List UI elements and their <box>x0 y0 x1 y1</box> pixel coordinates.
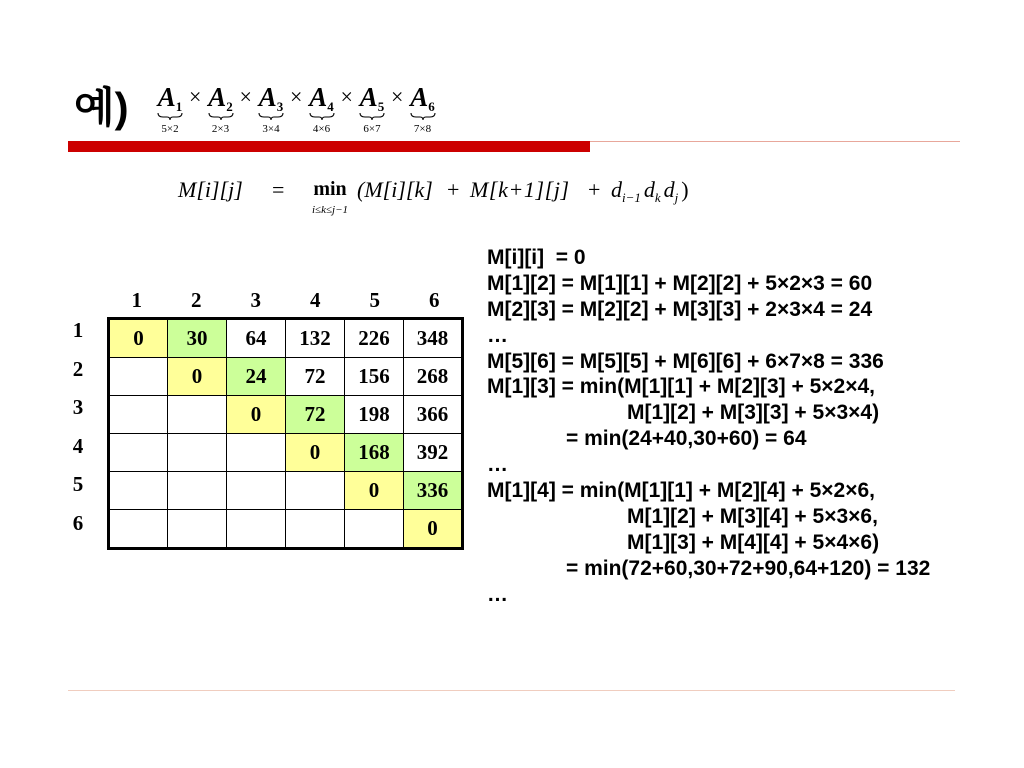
matrix-index: 5 <box>377 99 385 114</box>
table-cell <box>286 472 345 510</box>
row-header: 4 <box>72 433 84 458</box>
cost-table <box>107 317 464 550</box>
column-header: 6 <box>429 288 440 312</box>
matrix-name: A <box>258 82 277 112</box>
note-line: = min(72+60,30+72+90,64+120) = 132 <box>566 556 931 580</box>
matrix-dimensions: 2×3 <box>211 123 230 135</box>
table-row <box>109 319 463 358</box>
table-cell: 268 <box>404 358 463 396</box>
matrix-symbol <box>410 82 435 112</box>
matrix-index: 4 <box>327 99 334 114</box>
table-cell: 226 <box>345 319 404 358</box>
table-cell <box>109 510 168 549</box>
note-line: M[1][2] + M[3][4] + 5×3×6, <box>627 504 878 528</box>
table-cell: 156 <box>345 358 404 396</box>
diagonal-cell: 0 <box>227 396 286 434</box>
matrix-term <box>255 82 287 135</box>
matrix-symbol <box>309 82 334 112</box>
matrix-symbol <box>360 82 385 112</box>
table-cell <box>109 434 168 472</box>
matrix-name: A <box>208 82 227 112</box>
table-cell <box>227 472 286 510</box>
table-cell <box>168 396 227 434</box>
worked-notes <box>487 245 930 607</box>
matrix-name: A <box>410 82 429 112</box>
matrix-symbol <box>259 82 284 112</box>
title-accent-bar <box>68 141 590 152</box>
diagonal-cell: 0 <box>168 358 227 396</box>
note-line: M[1][2] = M[1][1] + M[2][2] + 5×2×3 = 60 <box>487 271 873 295</box>
diagonal-cell: 0 <box>109 319 168 358</box>
table-row <box>109 358 463 396</box>
diagonal-cell: 0 <box>404 510 463 549</box>
table-cell <box>168 472 227 510</box>
column-header: 1 <box>131 288 142 312</box>
column-header: 3 <box>250 288 261 312</box>
row-header: 6 <box>72 510 84 535</box>
table-cell: 348 <box>404 319 463 358</box>
adjacent-cell: 24 <box>227 358 286 396</box>
table-row-headers <box>66 318 90 550</box>
adjacent-cell: 72 <box>286 396 345 434</box>
table-cell: 366 <box>404 396 463 434</box>
matrix-name: A <box>309 82 328 112</box>
matrix-symbol <box>208 82 233 112</box>
column-header: 2 <box>191 288 202 312</box>
formula-plus: + <box>447 177 460 202</box>
note-line: … <box>487 453 508 477</box>
matrix-index: 1 <box>175 99 183 114</box>
footer-rule <box>68 690 955 691</box>
matrix-dimensions: 6×7 <box>363 123 381 135</box>
note-line: M[i][i] = 0 <box>487 246 586 269</box>
matrix-dimensions: 4×6 <box>312 123 331 135</box>
formula-d: d <box>663 177 675 202</box>
title-rule <box>590 141 960 142</box>
table-cell: 392 <box>404 434 463 472</box>
table-row <box>109 510 463 549</box>
diagonal-cell: 0 <box>286 434 345 472</box>
row-header: 3 <box>72 395 84 420</box>
row-header: 1 <box>72 318 84 342</box>
table-cell: 72 <box>286 358 345 396</box>
formula-term-1: (M[i][k] <box>357 177 433 202</box>
times-symbol: × <box>239 84 252 109</box>
matrix-dimensions: 5×2 <box>161 123 179 135</box>
formula-d-index: i−1 <box>622 190 641 205</box>
adjacent-cell: 168 <box>345 434 404 472</box>
matrix-dimensions: 3×4 <box>262 123 280 135</box>
times-symbol: × <box>290 84 303 109</box>
table-row <box>109 434 463 472</box>
table-cell: 132 <box>286 319 345 358</box>
formula-equals: = <box>272 177 285 202</box>
formula-dimension-product <box>611 177 689 205</box>
table-cell <box>109 472 168 510</box>
adjacent-cell: 30 <box>168 319 227 358</box>
table-cell <box>109 358 168 396</box>
matrix-index: 6 <box>428 99 435 114</box>
matrix-term <box>205 82 237 135</box>
table-cell <box>286 510 345 549</box>
matrix-dimensions: 7×8 <box>413 123 432 135</box>
formula-min-range: i≤k≤j−1 <box>312 204 348 216</box>
table-cell <box>227 510 286 549</box>
formula-d-index: k <box>654 190 661 205</box>
matrix-index: 3 <box>276 99 284 114</box>
table-cell <box>109 396 168 434</box>
note-line: = min(24+40,30+60) = 64 <box>566 427 807 451</box>
times-symbol: × <box>189 84 202 109</box>
formula-d-index: j <box>674 190 679 205</box>
matrix-term <box>356 82 388 135</box>
formula-term-2: M[k+1][j] <box>470 177 570 202</box>
note-line: M[1][3] = min(M[1][1] + M[2][3] + 5×2×4, <box>487 375 875 399</box>
table-cell <box>168 510 227 549</box>
note-line: M[2][3] = M[2][2] + M[3][3] + 2×3×4 = 24 <box>487 297 873 321</box>
table-row <box>109 472 463 510</box>
table-column-headers <box>107 288 464 312</box>
note-line: M[1][3] + M[4][4] + 5×4×6) <box>627 530 880 554</box>
note-line: M[1][2] + M[3][3] + 5×3×4) <box>627 401 880 425</box>
matrix-term <box>407 82 439 135</box>
table-cell: 64 <box>227 319 286 358</box>
table-cell <box>227 434 286 472</box>
row-header: 2 <box>72 356 84 381</box>
table-cell <box>345 510 404 549</box>
matrix-chain-expression <box>154 82 439 135</box>
formula-d: d <box>611 177 622 202</box>
note-line: … <box>487 582 508 606</box>
slide-title: 예) <box>74 84 129 131</box>
formula-d: d <box>643 177 655 202</box>
diagonal-cell: 0 <box>345 472 404 510</box>
matrix-index: 2 <box>226 99 233 114</box>
formula-min-operator: min <box>313 178 347 200</box>
times-symbol: × <box>391 84 404 109</box>
formula-close-paren: ) <box>681 177 689 202</box>
adjacent-cell: 336 <box>404 472 463 510</box>
row-header: 5 <box>72 472 84 497</box>
matrix-symbol <box>158 82 183 112</box>
column-header: 4 <box>310 288 321 312</box>
matrix-name: A <box>157 82 176 112</box>
column-header: 5 <box>369 288 380 312</box>
formula-plus: + <box>588 177 601 202</box>
table-cell <box>168 434 227 472</box>
times-symbol: × <box>340 84 353 109</box>
formula-lhs: M[i][j] <box>178 177 243 202</box>
table-row <box>109 396 463 434</box>
matrix-term <box>154 82 186 135</box>
matrix-term <box>306 82 338 135</box>
matrix-name: A <box>359 82 378 112</box>
note-line: M[1][4] = min(M[1][1] + M[2][4] + 5×2×6, <box>487 479 875 503</box>
table-cell: 198 <box>345 396 404 434</box>
note-line: M[5][6] = M[5][5] + M[6][6] + 6×7×8 = 336 <box>487 349 884 373</box>
note-line: … <box>487 323 508 347</box>
